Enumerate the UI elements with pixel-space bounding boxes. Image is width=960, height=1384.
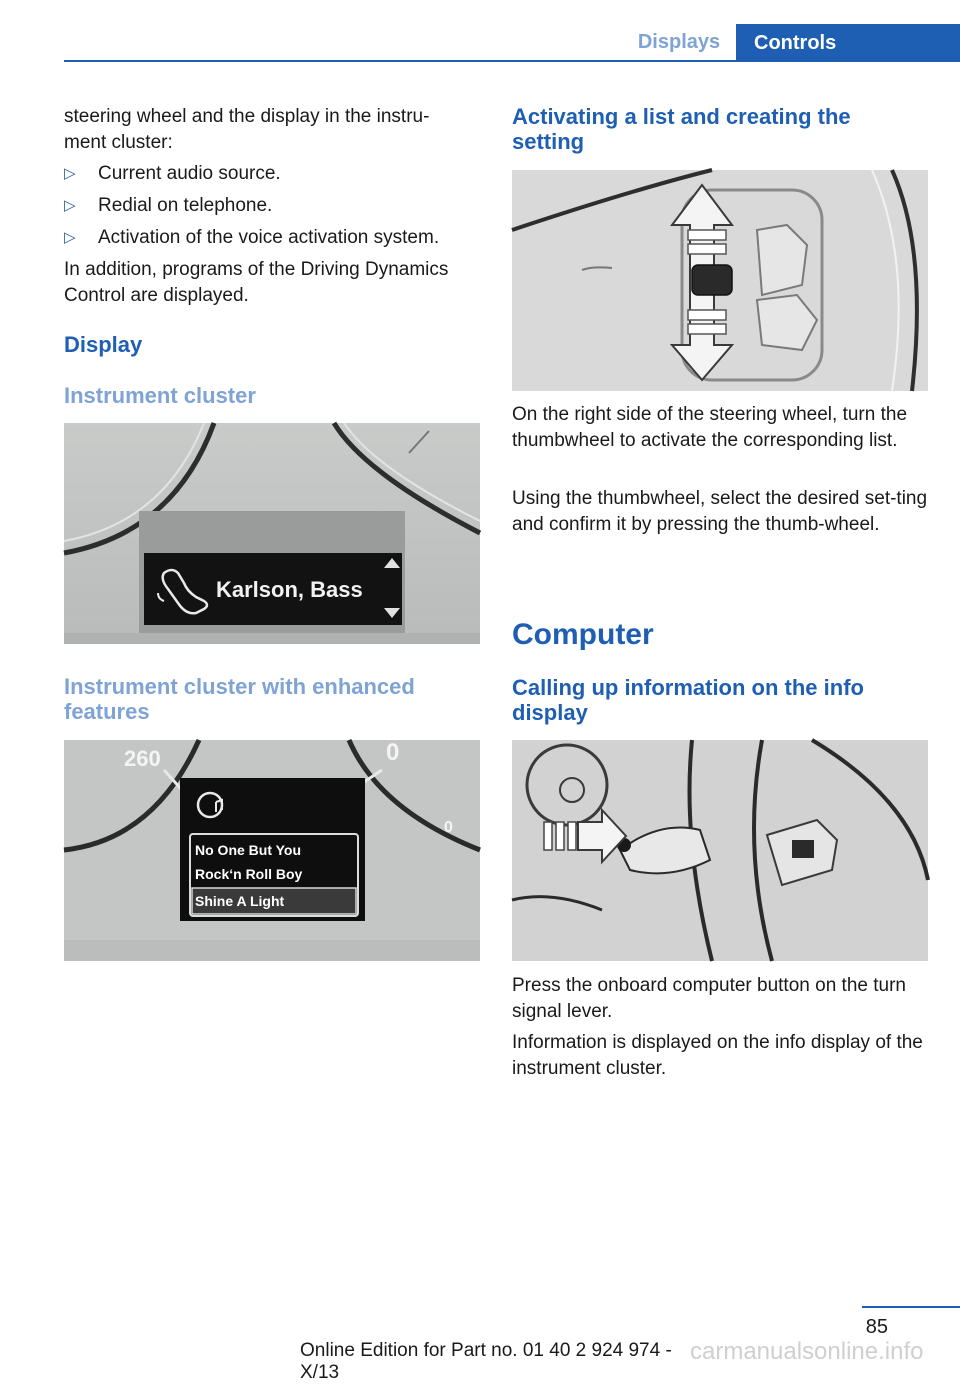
cluster-display-text: Karlson, Bass xyxy=(216,577,363,602)
header-rule xyxy=(64,60,960,62)
enhanced-cluster-drawing xyxy=(64,740,480,961)
list-item xyxy=(64,225,480,251)
enhanced-cluster-image xyxy=(64,740,480,961)
bullet-triangle-icon: ▷ xyxy=(64,165,76,182)
tab-controls[interactable]: Controls xyxy=(736,24,960,62)
bullet-triangle-icon: ▷ xyxy=(64,229,76,246)
instrument-cluster-image xyxy=(64,423,480,644)
turn-signal-lever-image xyxy=(512,740,928,961)
enhanced-list-item-3: Shine A Light xyxy=(195,893,285,909)
addition-paragraph: In addition, programs of the Driving Dynamics Control are displayed. xyxy=(64,259,449,306)
page-number: 85 xyxy=(865,1316,888,1338)
calling-paragraph-2: Information is displayed on the info display of the instrument cluster. xyxy=(512,1032,923,1079)
activate-paragraph-2: Using the thumbwheel, select the desired set-ting and confirm it by pressing the thumb-wheel. xyxy=(512,488,928,535)
turn-signal-lever-drawing xyxy=(512,740,928,961)
thumbwheel-drawing xyxy=(512,170,928,391)
section-heading-display: Display xyxy=(64,332,143,357)
gauge-zero-top: 0 xyxy=(386,739,400,766)
thumbwheel-image xyxy=(512,170,928,391)
instrument-cluster-drawing xyxy=(64,423,480,644)
list-item xyxy=(64,161,480,187)
tab-displays[interactable]: Displays xyxy=(637,31,721,53)
enhanced-list-item-2: Rock‘n Roll Boy xyxy=(195,866,303,882)
list-item-text: Redial on telephone. xyxy=(98,195,273,216)
subheading-instrument-cluster: Instrument cluster xyxy=(64,383,256,408)
intro-paragraph: steering wheel and the display in the instru- ment cluster: xyxy=(64,106,430,153)
footer-rule xyxy=(862,1306,960,1308)
bullet-triangle-icon: ▷ xyxy=(64,197,76,214)
calling-paragraph-1: Press the onboard computer button on the turn signal lever. xyxy=(512,975,906,1022)
enhanced-list-item-1: No One But You xyxy=(195,842,302,858)
speed-260: 260 xyxy=(124,746,161,771)
section-heading-computer: Computer xyxy=(512,618,654,651)
subheading-activating: Activating a list and creating the setting xyxy=(512,104,851,154)
list-item-text: Current audio source. xyxy=(98,163,281,184)
watermark: carmanualsonline.info xyxy=(690,1338,924,1365)
gauge-zero-side: 0 xyxy=(444,819,453,836)
activate-paragraph-1: On the right side of the steering wheel, turn the thumbwheel to activate the corresponding list. xyxy=(512,404,908,451)
edition-footer: Online Edition for Part no. 01 40 2 924 974 - X/13 xyxy=(300,1340,672,1383)
subheading-calling: Calling up information on the info display xyxy=(512,675,864,725)
list-item xyxy=(64,193,480,219)
list-item-text: Activation of the voice activation system. xyxy=(98,227,440,248)
subheading-enhanced: Instrument cluster with enhanced features xyxy=(64,674,415,724)
